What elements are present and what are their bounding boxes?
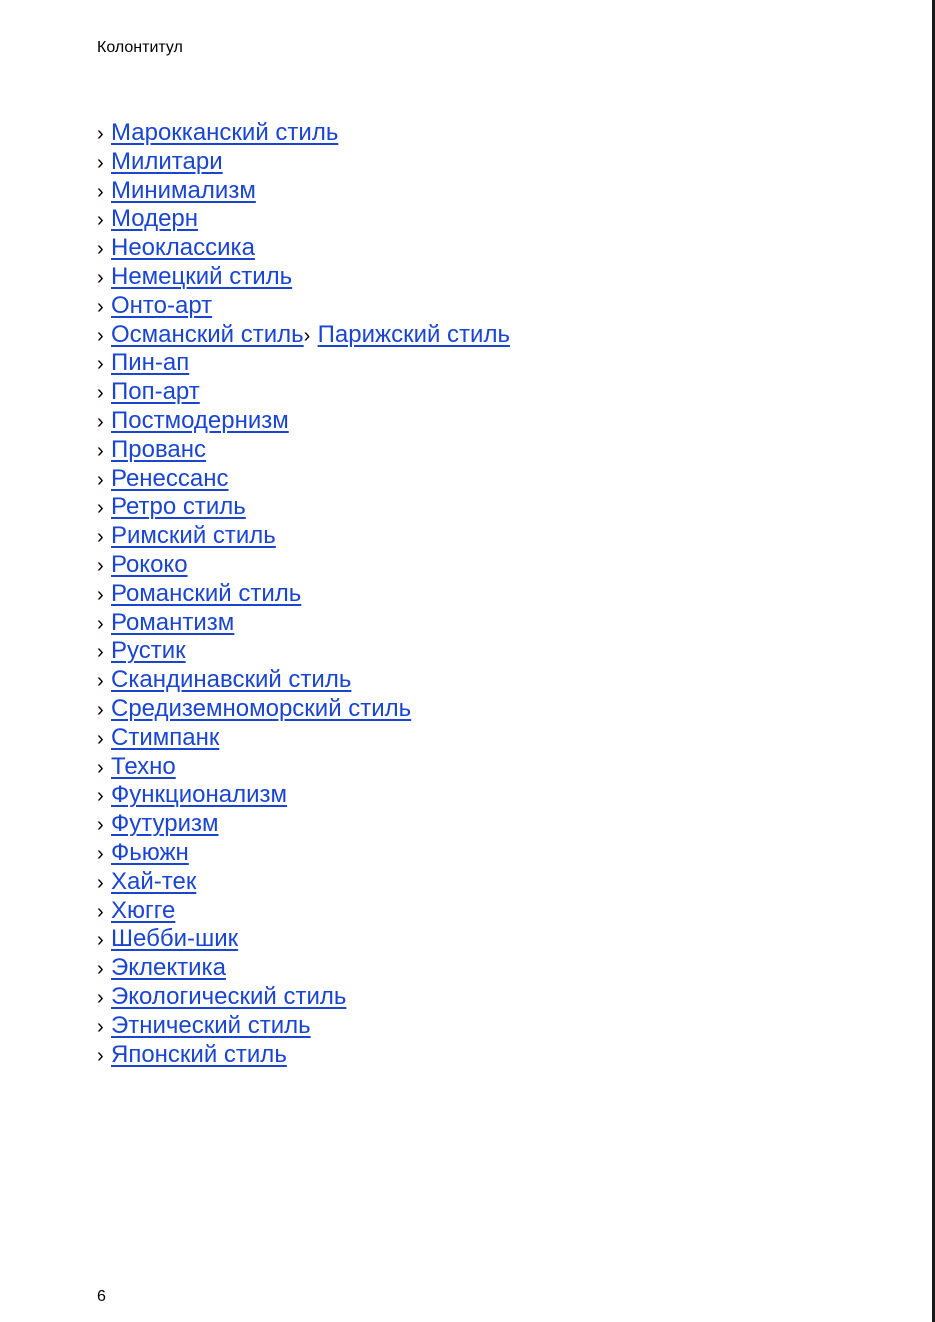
chevron-right-icon: › (97, 785, 104, 808)
style-link[interactable]: Эклектика (111, 954, 226, 982)
list-item (97, 810, 510, 839)
style-link[interactable]: Рококо (111, 550, 188, 578)
style-link[interactable]: Хай-тек (111, 867, 197, 895)
chevron-right-icon: › (97, 698, 104, 721)
style-link[interactable]: Романский стиль (111, 579, 302, 607)
chevron-right-icon: › (97, 641, 104, 664)
style-link[interactable]: Ретро стиль (111, 493, 246, 521)
style-link[interactable]: Онто-арт (111, 291, 213, 319)
chevron-right-icon: › (97, 612, 104, 635)
chevron-right-icon: › (97, 123, 104, 145)
list-item (97, 753, 510, 782)
chevron-right-icon: › (303, 324, 311, 347)
style-link[interactable]: Османский стиль (111, 320, 304, 348)
list-item (97, 321, 510, 350)
page-number: 6 (97, 1288, 106, 1305)
style-link[interactable]: Прованс (111, 435, 207, 463)
list-item (97, 436, 510, 465)
list-item (97, 954, 510, 983)
list-item (97, 609, 510, 638)
list-item (97, 897, 510, 926)
list-item (97, 1041, 510, 1070)
list-item (97, 522, 510, 551)
chevron-right-icon: › (97, 842, 104, 865)
style-link[interactable]: Фьюжн (111, 838, 189, 866)
list-item (97, 263, 510, 292)
chevron-right-icon: › (97, 986, 104, 1009)
chevron-right-icon: › (97, 929, 104, 952)
chevron-right-icon: › (97, 1044, 104, 1067)
list-item (97, 148, 510, 177)
list-item (97, 465, 510, 494)
style-link-list (97, 119, 510, 1069)
style-link[interactable]: Функционализм (111, 781, 288, 809)
style-link[interactable]: Романтизм (111, 608, 235, 636)
chevron-right-icon: › (97, 871, 104, 894)
list-item (97, 378, 510, 407)
style-link[interactable]: Скандинавский стиль (111, 666, 352, 694)
list-item (97, 637, 510, 666)
chevron-right-icon: › (97, 497, 104, 520)
chevron-right-icon: › (97, 554, 104, 577)
chevron-right-icon: › (97, 180, 104, 203)
list-item (97, 695, 510, 724)
list-item (97, 234, 510, 263)
page-header: Колонтитул (97, 39, 183, 56)
chevron-right-icon: › (97, 410, 104, 433)
list-item (97, 983, 510, 1012)
chevron-right-icon: › (97, 583, 104, 606)
list-item (97, 407, 510, 436)
style-link[interactable]: Стимпанк (111, 723, 220, 751)
list-item (97, 839, 510, 868)
list-item (97, 1012, 510, 1041)
list-item (97, 493, 510, 522)
style-link[interactable]: Немецкий стиль (111, 262, 293, 290)
chevron-right-icon: › (97, 266, 104, 289)
chevron-right-icon: › (97, 670, 104, 693)
list-item (97, 119, 510, 148)
list-item (97, 781, 510, 810)
chevron-right-icon: › (97, 209, 104, 232)
chevron-right-icon: › (97, 958, 104, 981)
chevron-right-icon: › (97, 756, 104, 779)
style-link[interactable]: Ренессанс (111, 464, 229, 492)
style-link[interactable]: Футуризм (111, 810, 219, 838)
list-item (97, 666, 510, 695)
list-item (97, 177, 510, 206)
style-link[interactable]: Средиземноморский стиль (111, 694, 412, 722)
style-link[interactable]: Этнический стиль (111, 1011, 311, 1039)
style-link[interactable]: Марокканский стиль (111, 119, 339, 146)
list-item (97, 925, 510, 954)
chevron-right-icon: › (97, 324, 104, 347)
chevron-right-icon: › (97, 353, 104, 376)
list-item (97, 724, 510, 753)
list-item (97, 551, 510, 580)
chevron-right-icon: › (97, 439, 104, 462)
style-link[interactable]: Рустик (111, 637, 186, 665)
chevron-right-icon: › (97, 814, 104, 837)
list-item (97, 292, 510, 321)
list-item (97, 349, 510, 378)
chevron-right-icon: › (97, 468, 104, 491)
chevron-right-icon: › (97, 238, 104, 261)
style-link[interactable]: Поп-арт (111, 378, 200, 406)
chevron-right-icon: › (97, 295, 104, 318)
chevron-right-icon: › (97, 382, 104, 405)
chevron-right-icon: › (97, 1015, 104, 1038)
style-link[interactable]: Хюгге (111, 896, 176, 924)
style-link[interactable]: Парижский стиль (317, 320, 510, 348)
style-link[interactable]: Пин-ап (111, 349, 190, 377)
list-item (97, 868, 510, 897)
style-link[interactable]: Модерн (111, 205, 199, 233)
chevron-right-icon: › (97, 727, 104, 750)
chevron-right-icon: › (97, 151, 104, 174)
list-item (97, 580, 510, 609)
style-link[interactable]: Техно (111, 752, 176, 780)
list-item (97, 205, 510, 234)
style-link[interactable]: Минимализм (111, 176, 256, 204)
style-link[interactable]: Экологический стиль (111, 982, 347, 1010)
style-link[interactable]: Японский стиль (111, 1040, 287, 1068)
style-link[interactable]: Неоклассика (111, 234, 255, 262)
style-link[interactable]: Милитари (111, 147, 223, 175)
style-link[interactable]: Постмодернизм (111, 406, 289, 434)
chevron-right-icon: › (97, 526, 104, 549)
style-link[interactable]: Шебби-шик (111, 925, 239, 953)
chevron-right-icon: › (97, 900, 104, 923)
style-link[interactable]: Римский стиль (111, 522, 276, 550)
